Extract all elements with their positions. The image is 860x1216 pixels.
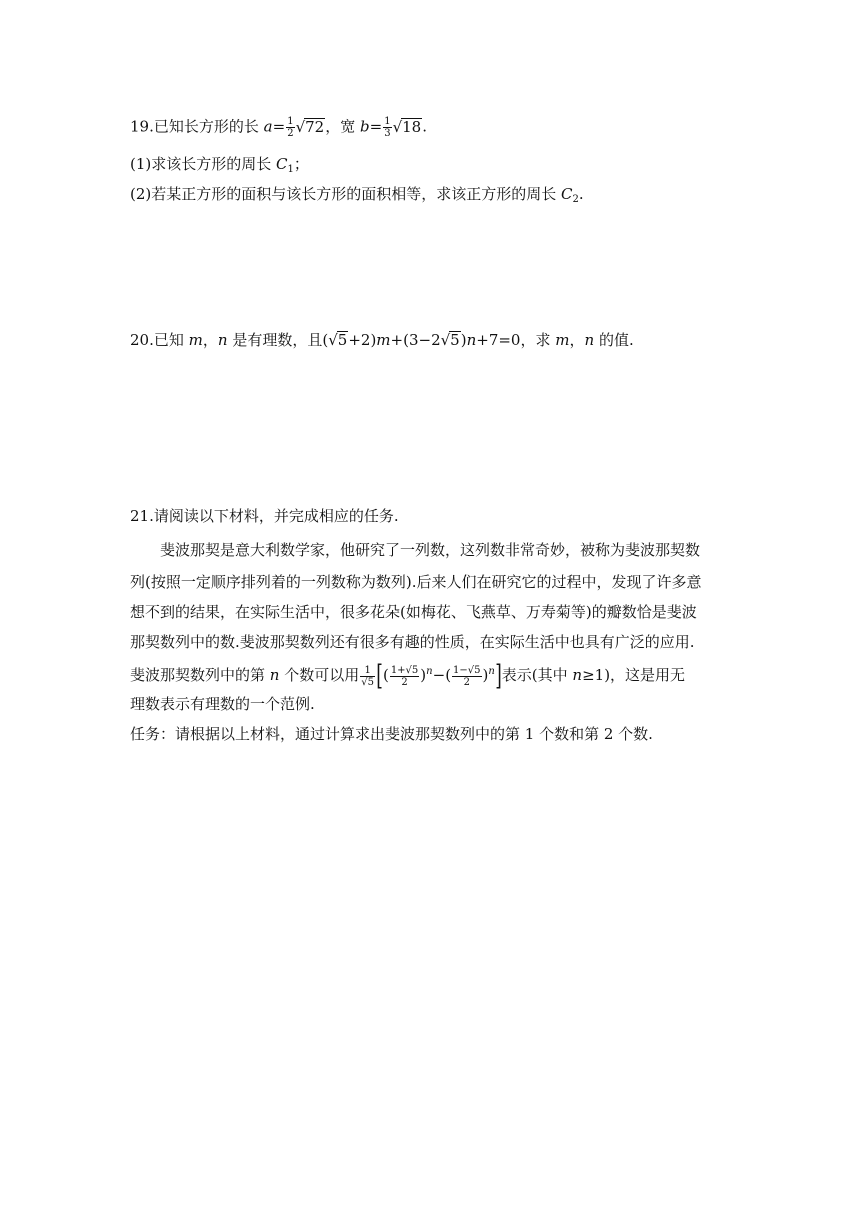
q20-text: 已知	[153, 331, 184, 349]
fraction-one-third	[383, 116, 391, 139]
subscript: 2	[572, 194, 579, 205]
q21-formula-line: 斐波那契数列中的第 n 个数可以用 $\frac{1}{√5}$ [( $\frac{1+√5}{2}$ )$^n$−( $\frac{1-√5}{2}$ )$^n$]表示(其中 n≥1)，这是用无	[130, 659, 686, 692]
q19-part2	[130, 184, 584, 204]
left-bracket: [	[376, 659, 383, 692]
q19-part2-text: (2)若某正方形的面积与该长方形的面积相等，求该正方形的周长	[130, 185, 557, 203]
equals-sign: =	[272, 117, 286, 136]
q19-part1	[130, 154, 309, 174]
sqrt-5: √5	[440, 331, 460, 349]
q21-paragraph-line: 斐波那契是意大利数学家，他研究了一列数，这列数非常奇妙，被称为斐波那契数	[160, 541, 701, 559]
q19-mid-text: ，宽	[325, 117, 356, 136]
var-c: C	[276, 155, 288, 173]
var-n: n	[584, 331, 595, 349]
semicolon: ；	[293, 155, 309, 173]
frac-den: 2	[401, 676, 408, 688]
fraction-golden-plus	[390, 665, 419, 688]
q20-stem	[130, 330, 634, 350]
q21-paragraph-line: 那契数列中的数.斐波那契数列还有很多有趣的性质，在实际生活中也具有广泛的应用.	[130, 633, 695, 651]
q19-prefix: 已知长方形的长	[153, 117, 259, 136]
frac-den: 2	[463, 676, 470, 688]
var-a: a	[263, 117, 273, 136]
var-b: b	[360, 117, 370, 136]
q19-stem	[130, 116, 427, 139]
frac-den: √5	[361, 676, 375, 688]
var-m: m	[188, 331, 203, 349]
equals-sign: =	[369, 117, 383, 136]
comma: ，	[569, 331, 585, 349]
frac-num: 1	[360, 665, 375, 677]
frac-num: 1	[384, 116, 391, 127]
q21-text: 斐波那契数列中的第	[130, 666, 266, 684]
var-n: n	[217, 331, 228, 349]
period: .	[422, 117, 428, 136]
q21-text: 表示(其中	[501, 666, 568, 684]
q21-text: 个数可以用	[284, 666, 360, 684]
fraction-one-half	[286, 116, 294, 139]
fraction-one-over-sqrt5	[360, 665, 375, 688]
q20-text: +7=0，求	[476, 331, 551, 349]
sqrt-18: √18	[392, 117, 422, 136]
q21-paragraph-line: 列(按照一定顺序排列着的一列数称为数列).后来人们在研究它的过程中，发现了许多意	[130, 573, 702, 591]
q20-text: 的值.	[598, 331, 634, 349]
sqrt-5: √5	[328, 331, 348, 349]
var-m: m	[376, 331, 391, 349]
q19-number: 19.	[130, 117, 154, 136]
frac-num: 1	[287, 116, 294, 127]
var-n: n	[269, 666, 280, 684]
q19-part1-text: (1)求该长方形的周长	[130, 155, 272, 173]
q21-paragraph-line: 理数表示有理数的一个范例.	[130, 695, 315, 713]
subscript: 1	[287, 164, 294, 175]
q20-number: 20.	[130, 331, 154, 349]
q21-paragraph-line: 想不到的结果，在实际生活中，很多花朵(如梅花、飞燕草、万寿菊等)的瓣数恰是斐波	[130, 603, 697, 621]
q20-text: +(3−2	[390, 331, 441, 349]
right-bracket: ]	[495, 659, 502, 692]
q20-text: )	[460, 331, 467, 349]
q21-text: ≥1)，这是用无	[582, 666, 686, 684]
sqrt-72: √72	[295, 117, 325, 136]
radicand: 18	[402, 117, 422, 136]
var-m: m	[555, 331, 570, 349]
q20-text: 是有理数，且(	[232, 331, 329, 349]
q20-text: +2)	[348, 331, 377, 349]
q21-title: 21.请阅读以下材料，并完成相应的任务.	[130, 507, 399, 525]
q21-task: 任务：请根据以上材料，通过计算求出斐波那契数列中的第 1 个数和第 2 个数.	[130, 725, 653, 743]
radicand: 5	[450, 331, 460, 349]
exponent-n: n	[488, 666, 495, 677]
comma: ，	[202, 331, 218, 349]
radicand: 5	[337, 331, 348, 349]
radicand: 72	[305, 117, 325, 136]
var-n: n	[466, 331, 477, 349]
radicand: 5	[367, 676, 375, 688]
period: .	[578, 185, 584, 203]
fraction-golden-minus	[452, 665, 481, 688]
frac-den: 2	[287, 128, 294, 139]
var-n: n	[572, 666, 583, 684]
frac-num: 1+√5	[390, 664, 419, 676]
exponent-n: n	[426, 666, 433, 677]
frac-num: 1−√5	[453, 664, 481, 676]
var-c: C	[561, 185, 573, 203]
frac-den: 3	[384, 128, 391, 139]
minus-sign: −	[432, 666, 446, 684]
